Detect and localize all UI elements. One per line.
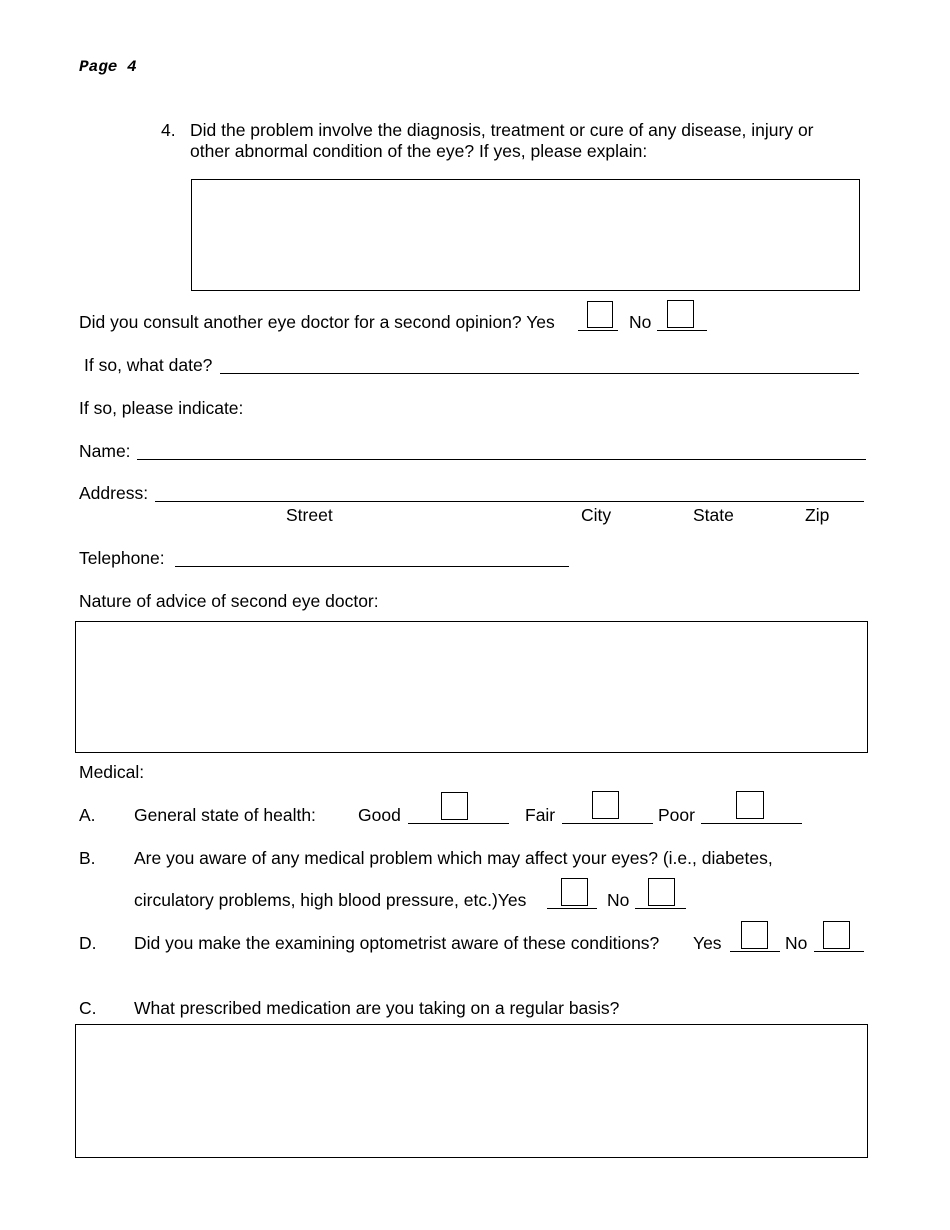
indicate-label: If so, please indicate: bbox=[79, 398, 244, 418]
item-d-no-checkbox[interactable] bbox=[823, 921, 850, 949]
item-b-letter: B. bbox=[79, 848, 96, 868]
item-c-text: What prescribed medication are you taking on a regular basis? bbox=[134, 998, 620, 1018]
health-fair-line bbox=[562, 823, 653, 824]
second-opinion-no-line bbox=[657, 330, 707, 331]
medication-box[interactable] bbox=[75, 1024, 868, 1158]
health-fair-checkbox[interactable] bbox=[592, 791, 619, 819]
item-b-line2: circulatory problems, high blood pressure, etc.)Yes bbox=[134, 890, 527, 910]
item-b-no-line bbox=[635, 908, 686, 909]
date-input-line[interactable] bbox=[220, 373, 859, 374]
page-label: Page 4 bbox=[79, 58, 137, 76]
item-d-no-line bbox=[814, 951, 864, 952]
telephone-label: Telephone: bbox=[79, 548, 165, 568]
item-d-yes-checkbox[interactable] bbox=[741, 921, 768, 949]
question-4-explain-box[interactable] bbox=[191, 179, 860, 291]
item-c-letter: C. bbox=[79, 998, 97, 1018]
address-street-caption: Street bbox=[286, 505, 333, 525]
second-opinion-no-checkbox[interactable] bbox=[667, 300, 694, 328]
health-poor-line bbox=[701, 823, 802, 824]
second-opinion-no-label: No bbox=[629, 312, 652, 332]
advice-box[interactable] bbox=[75, 621, 868, 753]
health-label: General state of health: bbox=[134, 805, 316, 825]
question-4-line2: other abnormal condition of the eye? If yes, please explain: bbox=[190, 141, 648, 161]
item-d-no-label: No bbox=[785, 933, 808, 953]
name-label: Name: bbox=[79, 441, 131, 461]
item-b-no-checkbox[interactable] bbox=[648, 878, 675, 906]
address-state-caption: State bbox=[693, 505, 734, 525]
health-good-label: Good bbox=[358, 805, 401, 825]
address-label: Address: bbox=[79, 483, 149, 503]
second-opinion-yes-checkbox[interactable] bbox=[587, 301, 613, 328]
item-b-yes-line bbox=[547, 908, 597, 909]
item-b-line1: Are you aware of any medical problem which may affect your eyes? (i.e., diabetes, bbox=[134, 848, 773, 868]
address-zip-caption: Zip bbox=[805, 505, 830, 525]
name-input-line[interactable] bbox=[137, 459, 866, 460]
item-a-letter: A. bbox=[79, 805, 96, 825]
medical-heading: Medical: bbox=[79, 762, 145, 782]
health-good-checkbox[interactable] bbox=[441, 792, 468, 820]
health-poor-label: Poor bbox=[658, 805, 695, 825]
advice-label: Nature of advice of second eye doctor: bbox=[79, 591, 379, 611]
second-opinion-yes-line bbox=[578, 330, 618, 331]
telephone-input-line[interactable] bbox=[175, 566, 569, 567]
item-d-yes-label: Yes bbox=[693, 933, 722, 953]
item-d-text: Did you make the examining optometrist aware of these conditions? bbox=[134, 933, 660, 953]
health-poor-checkbox[interactable] bbox=[736, 791, 764, 819]
address-input-line[interactable] bbox=[155, 501, 864, 502]
question-4-line1: Did the problem involve the diagnosis, treatment or cure of any disease, injury or bbox=[190, 120, 814, 140]
address-city-caption: City bbox=[581, 505, 612, 525]
second-opinion-question: Did you consult another eye doctor for a second opinion? Yes bbox=[79, 312, 555, 332]
health-fair-label: Fair bbox=[525, 805, 556, 825]
item-d-letter: D. bbox=[79, 933, 97, 953]
date-label: If so, what date? bbox=[84, 355, 213, 375]
question-4-number: 4. bbox=[161, 120, 176, 140]
item-d-yes-line bbox=[730, 951, 780, 952]
item-b-yes-checkbox[interactable] bbox=[561, 878, 588, 906]
health-good-line bbox=[408, 823, 509, 824]
item-b-no-label: No bbox=[607, 890, 630, 910]
